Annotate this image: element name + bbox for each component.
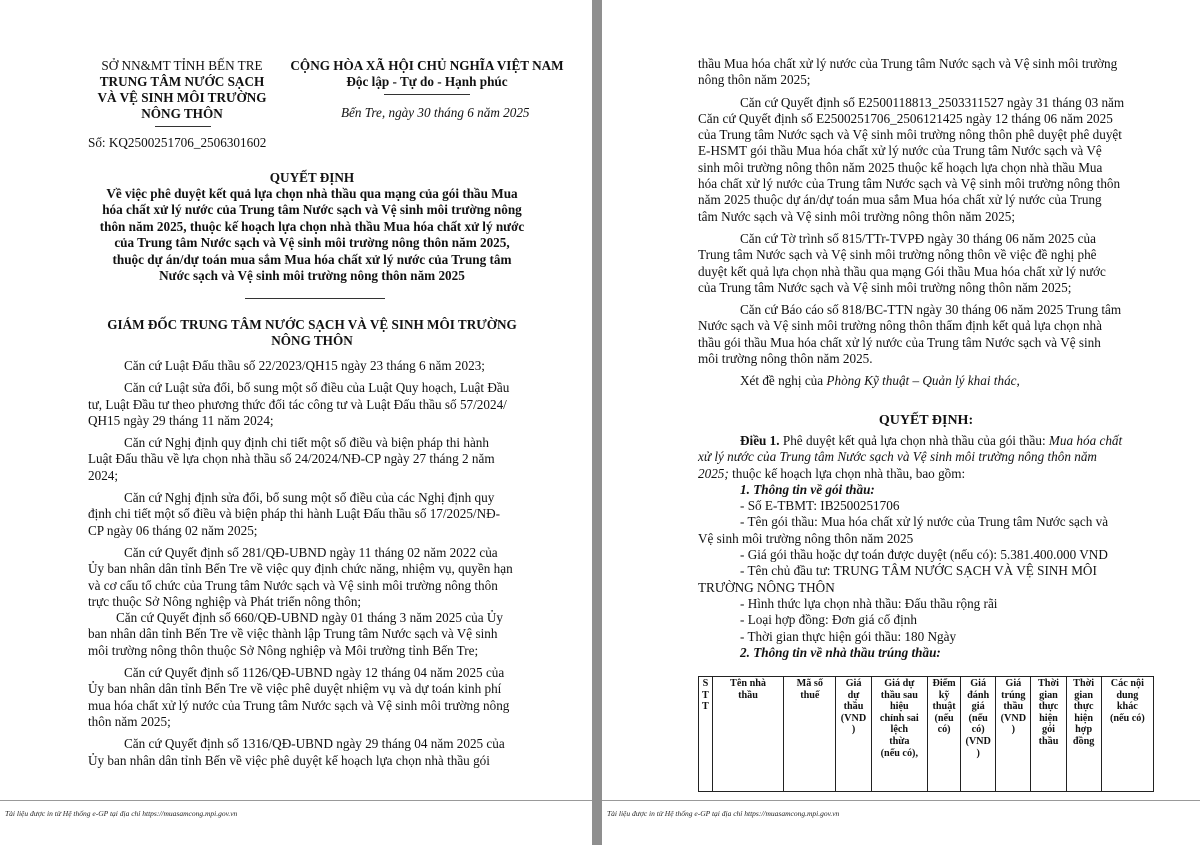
legal-basis-8-cont: Ủy ban nhân dân tỉnh Bến về việc phê duyệt kế hoạch lựa chọn nhà thầu gói (88, 752, 490, 768)
legal-basis-11-cont: môi trường nông thôn năm 2025. (698, 351, 873, 367)
legal-basis-6-cont: môi trường nông thôn thuộc Sở Nông nghiệp và Môi trường tỉnh Bến Tre; (88, 642, 479, 658)
article-1-label: Điều 1. (740, 433, 780, 448)
legal-basis-5: Căn cứ Quyết định số 281/QĐ-UBND ngày 11 tháng 02 năm 2022 của (124, 544, 498, 560)
page-footer-right: Tài liệu được in từ Hệ thống e-GP tại địa chỉ https://muasamcong.mpi.gov.vn (607, 809, 840, 818)
subject-line: hóa chất xử lý nước của Trung tâm Nước sạch và Vệ sinh môi trường nông (102, 202, 522, 218)
article-1-line-3 (698, 466, 1154, 482)
subject-line: Nước sạch và Vệ sinh môi trường nông thôn năm 2025 (159, 268, 465, 284)
legal-basis-7-cont: Ủy ban nhân dân tỉnh Bến Tre về việc phê duyệt nhiệm vụ và dự toán kinh phí (88, 681, 502, 697)
proposal-prefix: Xét đề nghị của (740, 373, 827, 389)
legal-basis-10-cont: duyệt kết quả lựa chọn nhà thầu qua mạng Gói thầu Mua hóa chất xử lý nước (698, 263, 1106, 279)
legal-basis-11: Căn cứ Báo cáo số 818/BC-TTN ngày 30 tháng 06 năm 2025 Trung tâm (740, 302, 1122, 318)
subject-line: Về việc phê duyệt kết quả lựa chọn nhà thầu qua mạng của gói thầu Mua (106, 186, 518, 201)
legal-basis-3-cont: Luật Đấu thầu về lựa chọn nhà thầu số 24/2024/NĐ-CP ngày 27 tháng 2 năm (88, 451, 495, 467)
decision-heading: QUYẾT ĐỊNH: (878, 413, 974, 428)
authority-line-2: NÔNG THÔN (271, 333, 353, 348)
subject-line: thôn năm 2025, thuộc kế hoạch lựa chọn nhà thầu Mua hóa chất xử lý nước (99, 218, 525, 234)
info-package-price: - Giá gói thầu hoặc dự toán được duyệt (nếu có): 5.381.400.000 VND (740, 547, 1108, 563)
info-selection-method: - Hình thức lựa chọn nhà thầu: Đấu thầu rộng rãi (740, 595, 998, 611)
document-title: QUYẾT ĐỊNH (269, 170, 355, 185)
legal-basis-2-cont: tư, Luật Đầu tư theo phương thức đối tác công tư và Luật Đấu thầu số 57/2024/ (88, 396, 507, 412)
col-contractor-name: Tên nhà thầu (712, 677, 783, 792)
page-footer-left: Tài liệu được in từ Hệ thống e-GP tại địa chỉ https://muasamcong.mpi.gov.vn (5, 809, 238, 818)
article-1 (698, 433, 1154, 661)
article-1-tail: thuộc kế hoạch lựa chọn nhà thầu, bao gồm: (728, 465, 966, 481)
article-1-text: Phê duyệt kết quả lựa chọn nhà thầu của gói thầu: (779, 433, 1049, 448)
info-investor: - Tên chủ đầu tư: TRUNG TÂM NƯỚC SẠCH VÀ VỆ SINH MÔI (740, 563, 1097, 579)
national-header (282, 58, 572, 90)
document-page-right (602, 0, 1200, 845)
package-name-part: 2025; (698, 465, 729, 481)
info-package-name-cont: Vệ sinh môi trường nông thôn năm 2025 (698, 530, 914, 546)
proposal-department: Phòng Kỹ thuật – Quản lý khai thác, (826, 373, 1020, 389)
info-investor-cont: TRƯỜNG NÔNG THÔN (698, 579, 835, 595)
subject-line: thuộc dự án/dự toán mua sắm Mua hóa chất xử lý nước của Trung tâm (112, 251, 512, 267)
agency-underline (155, 126, 211, 127)
legal-basis-11-cont: Nước sạch và Vệ sinh môi trường nông thôn thẩm định kết quả lựa chọn nhà (698, 318, 1102, 334)
agency-name-line-1: TRUNG TÂM NƯỚC SẠCH (99, 74, 265, 89)
info-package-name: - Tên gói thầu: Mua hóa chất xử lý nước của Trung tâm Nước sạch và (740, 514, 1109, 530)
document-page-left (0, 0, 592, 845)
legal-basis-3: Căn cứ Nghị định quy định chi tiết một số điều và biện pháp thi hành (124, 435, 489, 451)
col-corrected-price: Giá dự thầu sau hiệu chỉnh sai lệch thừa (nếu có), (871, 677, 927, 792)
legal-basis-1: Căn cứ Luật Đấu thầu số 22/2023/QH15 ngày 23 tháng 6 năm 2023; (124, 358, 485, 373)
package-name-part: Mua hóa chất (1048, 433, 1123, 448)
col-evaluated-price: Giá đánh giá (nếu có) (VND ) (961, 677, 996, 792)
agency-name-line-2: VÀ VỆ SINH MÔI TRƯỜNG (97, 90, 267, 105)
subject-underline (245, 298, 385, 299)
legal-basis-9-cont: hóa chất xử lý nước của Trung tâm Nước sạch và Vệ sinh môi trường nông thôn (698, 176, 1121, 192)
col-other-content: Các nội dung khác (nếu có) (1101, 677, 1153, 792)
legal-basis-2-cont: QH15 ngày 29 tháng 11 năm 2024; (88, 412, 274, 428)
legal-basis-10-cont: Trung tâm Nước sạch và Vệ sinh môi trường nông thôn về việc đề nghị phê (698, 247, 1097, 263)
national-title: CỘNG HÒA XÃ HỘI CHỦ NGHĨA VIỆT NAM (290, 58, 564, 73)
col-bid-price: Giá dự thầu (VND ) (836, 677, 871, 792)
col-tax-code: Mã số thuế (784, 677, 836, 792)
legal-basis-5-cont: và cơ cấu tổ chức của Trung tâm Nước sạch và Vệ sinh môi trường nông thôn (88, 577, 498, 593)
motto-underline (384, 94, 470, 95)
legal-basis-continued (698, 56, 1154, 390)
col-package-duration: Thời gian thực hiện gói thầu (1031, 677, 1066, 792)
legal-basis-9-cont: tâm Nước sạch và Vệ sinh môi trường nông thôn năm 2025; (698, 208, 1015, 224)
document-subject (0, 186, 592, 284)
info-contract-type: - Loại hợp đồng: Đơn giá cố định (740, 612, 917, 628)
info-etbmt: - Số E-TBMT: IB2500251706 (740, 498, 900, 514)
authority-line-1: GIÁM ĐỐC TRUNG TÂM NƯỚC SẠCH VÀ VỆ SINH MÔI TRƯỜNG (107, 317, 517, 332)
agency-header (82, 58, 282, 122)
section-2-title: 2. Thông tin về nhà thầu trúng thầu: (740, 644, 941, 660)
legal-basis-2: Căn cứ Luật sửa đổi, bổ sung một số điều của Luật Quy hoạch, Luật Đầu (124, 380, 510, 396)
legal-basis-9-cont: Căn cứ Quyết định số E2500251706_2506121425 ngày 12 tháng 06 năm 2025 (698, 110, 1113, 126)
package-name-part: xử lý nước của Trung tâm Nước sạch và Vệ sinh môi trường nông thôn năm (698, 449, 1097, 465)
col-winning-price: Giá trúng thầu (VND ) (996, 677, 1031, 792)
legal-basis-7-cont: thôn năm 2025; (88, 713, 171, 729)
legal-basis-9-cont: E-HSMT gói thầu Mua hóa chất xử lý nước của Trung tâm Nước sạch và Vệ (698, 143, 1102, 159)
national-motto: Độc lập - Tự do - Hạnh phúc (346, 74, 508, 89)
legal-basis-4-cont: CP ngày 06 tháng 02 năm 2025; (88, 522, 258, 538)
agency-name-line-3: NÔNG THÔN (141, 106, 223, 121)
legal-basis-9-cont: sinh môi trường nông thôn năm 2025 thuộc kế hoạch lựa chọn nhà thầu Mua (698, 159, 1103, 175)
legal-basis-7: Căn cứ Quyết định số 1126/QĐ-UBND ngày 12 tháng 04 năm 2025 của (124, 665, 505, 681)
legal-basis-5-cont: trực thuộc Sở Nông nghiệp và Phát triển nông thôn; (88, 593, 362, 609)
legal-basis-6-cont: ban nhân dân tỉnh Bến Tre về việc thành lập Trung tâm Nước sạch và Vệ sinh (88, 626, 498, 642)
winning-contractor-table (698, 676, 1154, 792)
legal-basis-4: Căn cứ Nghị định sửa đổi, bổ sung một số điều của các Nghị định quy (124, 490, 495, 506)
legal-basis-9: Căn cứ Quyết định số E2500118813_2503311527 ngày 31 tháng 03 năm (740, 94, 1125, 110)
table-header-row (699, 677, 1154, 792)
legal-basis-4-cont: định chi tiết một số điều và biện pháp thi hành Luật Đấu thầu số 17/2025/NĐ- (88, 506, 501, 522)
issuing-authority (0, 317, 592, 349)
legal-basis-list (88, 358, 544, 769)
legal-basis-7-cont: mua hóa chất xử lý nước của Trung tâm Nước sạch và Vệ sinh môi trường nông (88, 697, 510, 713)
legal-basis-6: Căn cứ Quyết định số 660/QĐ-UBND ngày 01 tháng 3 năm 2025 của Ủy (116, 610, 503, 626)
col-stt: S T T (699, 677, 713, 792)
agency-parent: SỞ NN&MT TỈNH BẾN TRE (101, 58, 263, 73)
legal-basis-8-cont: nông thôn năm 2025; (698, 72, 811, 88)
footer-divider (0, 800, 592, 801)
col-technical-score: Điểm kỹ thuật (nếu có) (928, 677, 961, 792)
legal-basis-10-cont: của Trung tâm Nước sạch và Vệ sinh môi trường nông thôn năm 2025; (698, 279, 1072, 295)
section-1-title: 1. Thông tin về gói thầu: (740, 481, 875, 497)
legal-basis-5-cont: Ủy ban nhân dân tỉnh Bến Tre về việc quy định chức năng, nhiệm vụ, quyền hạn (88, 561, 513, 577)
legal-basis-8-cont: thầu Mua hóa chất xử lý nước của Trung tâm Nước sạch và Vệ sinh môi trường (698, 56, 1118, 71)
info-duration: - Thời gian thực hiện gói thầu: 180 Ngày (740, 628, 957, 644)
legal-basis-9-cont: năm 2025 thuộc dự án/dự toán mua sắm Mua hóa chất xử lý nước của Trung (698, 192, 1102, 208)
article-1-line-1 (698, 433, 1154, 449)
legal-basis-9-cont: của Trung tâm Nước sạch và Vệ sinh môi trường nông thôn phê duyệt phê duyệt (698, 127, 1122, 143)
legal-basis-8: Căn cứ Quyết định số 1316/QĐ-UBND ngày 29 tháng 04 năm 2025 của (124, 736, 505, 752)
footer-divider (602, 800, 1200, 801)
legal-basis-10: Căn cứ Tờ trình số 815/TTr-TVPĐ ngày 30 tháng 06 năm 2025 của (740, 230, 1096, 246)
legal-basis-3-cont: 2024; (88, 467, 119, 483)
legal-basis-11-cont: thầu gói thầu Mua hóa chất xử lý nước của Trung tâm Nước sạch và Vệ sinh (698, 334, 1101, 350)
col-contract-duration: Thời gian thực hiện hợp đồng (1066, 677, 1101, 792)
document-number: Số: KQ2500251706_2506301602 (88, 135, 267, 150)
issue-date: Bến Tre, ngày 30 tháng 6 năm 2025 (341, 105, 530, 120)
proposal-line (698, 373, 1154, 389)
subject-line: của Trung tâm Nước sạch và Vệ sinh môi trường nông thôn năm 2025, (114, 235, 510, 251)
